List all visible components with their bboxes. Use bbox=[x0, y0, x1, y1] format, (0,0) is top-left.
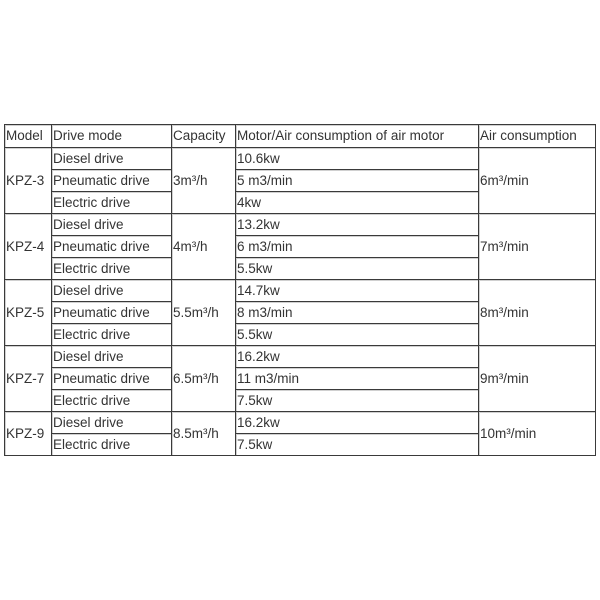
capacity-cell: 5.5m³/h bbox=[172, 280, 236, 346]
capacity-cell: 6.5m³/h bbox=[172, 346, 236, 412]
header-capacity: Capacity bbox=[172, 125, 236, 148]
motor-cell: 13.2kw bbox=[236, 214, 479, 236]
drive-cell: Diesel drive bbox=[52, 148, 172, 170]
drive-cell: Diesel drive bbox=[52, 214, 172, 236]
table-row bbox=[5, 346, 596, 368]
motor-cell: 10.6kw bbox=[236, 148, 479, 170]
drive-cell: Diesel drive bbox=[52, 280, 172, 302]
air-consumption-cell: 9m³/min bbox=[479, 346, 596, 412]
drive-cell: Pneumatic drive bbox=[52, 368, 172, 390]
motor-cell: 7.5kw bbox=[236, 390, 479, 412]
drive-cell: Electric drive bbox=[52, 192, 172, 214]
table-row bbox=[5, 280, 596, 302]
motor-cell: 11 m3/min bbox=[236, 368, 479, 390]
drive-cell: Electric drive bbox=[52, 258, 172, 280]
air-consumption-cell: 6m³/min bbox=[479, 148, 596, 214]
spec-table bbox=[4, 124, 596, 456]
drive-cell: Electric drive bbox=[52, 324, 172, 346]
drive-cell: Pneumatic drive bbox=[52, 236, 172, 258]
table-row bbox=[5, 148, 596, 170]
drive-cell: Electric drive bbox=[52, 390, 172, 412]
drive-cell: Diesel drive bbox=[52, 346, 172, 368]
motor-cell: 5 m3/min bbox=[236, 170, 479, 192]
header-motor: Motor/Air consumption of air motor bbox=[236, 125, 479, 148]
drive-cell: Electric drive bbox=[52, 434, 172, 456]
motor-cell: 4kw bbox=[236, 192, 479, 214]
motor-cell: 16.2kw bbox=[236, 412, 479, 434]
air-consumption-cell: 7m³/min bbox=[479, 214, 596, 280]
motor-cell: 5.5kw bbox=[236, 324, 479, 346]
model-cell: KPZ-4 bbox=[5, 214, 52, 280]
model-cell: KPZ-5 bbox=[5, 280, 52, 346]
drive-cell: Diesel drive bbox=[52, 412, 172, 434]
air-consumption-cell: 10m³/min bbox=[479, 412, 596, 456]
motor-cell: 6 m3/min bbox=[236, 236, 479, 258]
header-drive-mode: Drive mode bbox=[52, 125, 172, 148]
model-cell: KPZ-7 bbox=[5, 346, 52, 412]
capacity-cell: 8.5m³/h bbox=[172, 412, 236, 456]
table-row bbox=[5, 412, 596, 434]
motor-cell: 8 m3/min bbox=[236, 302, 479, 324]
capacity-cell: 4m³/h bbox=[172, 214, 236, 280]
capacity-cell: 3m³/h bbox=[172, 148, 236, 214]
motor-cell: 7.5kw bbox=[236, 434, 479, 456]
header-model: Model bbox=[5, 125, 52, 148]
motor-cell: 14.7kw bbox=[236, 280, 479, 302]
header-air-consumption: Air consumption bbox=[479, 125, 596, 148]
model-cell: KPZ-9 bbox=[5, 412, 52, 456]
drive-cell: Pneumatic drive bbox=[52, 302, 172, 324]
air-consumption-cell: 8m³/min bbox=[479, 280, 596, 346]
header-row bbox=[5, 125, 596, 148]
motor-cell: 16.2kw bbox=[236, 346, 479, 368]
model-cell: KPZ-3 bbox=[5, 148, 52, 214]
drive-cell: Pneumatic drive bbox=[52, 170, 172, 192]
table-row bbox=[5, 214, 596, 236]
motor-cell: 5.5kw bbox=[236, 258, 479, 280]
